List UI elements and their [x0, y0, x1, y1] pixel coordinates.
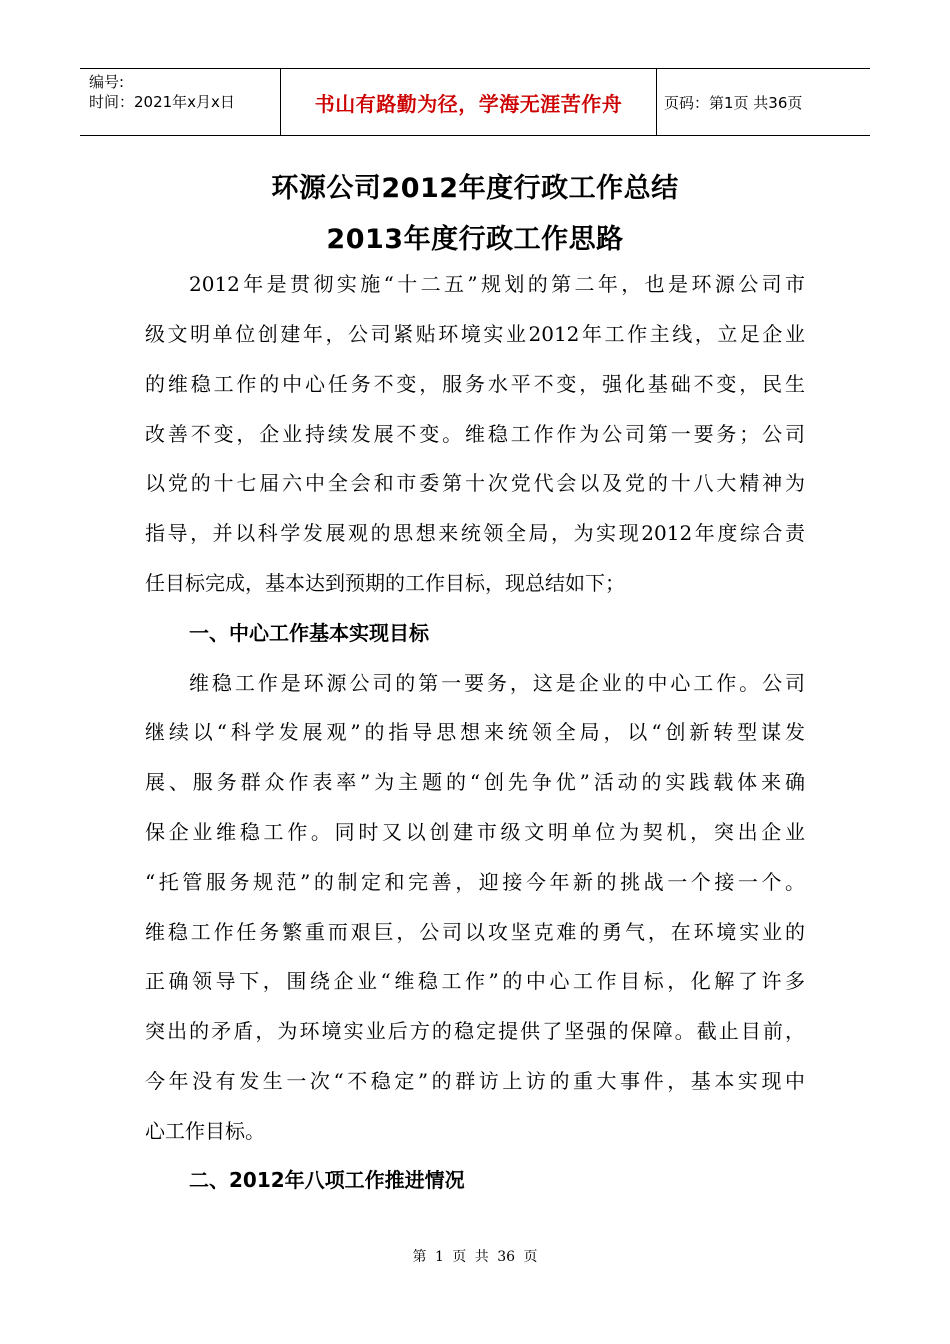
paragraph-2-line: 正确领导下，围绕企业“维稳工作”的中心工作目标，化解了许多	[145, 969, 805, 993]
header-page-info: 页码：第1页 共36页	[664, 93, 803, 112]
paragraph-2-line: 保企业维稳工作。同时又以创建市级文明单位为契机，突出企业	[145, 820, 805, 844]
header-meta-cell	[80, 69, 281, 135]
paragraph-2-line: 展、服务群众作表率”为主题的“创先争优”活动的实践载体来确	[145, 770, 805, 794]
paragraph-1-line: 级文明单位创建年，公司紧贴环境实业2012年工作主线，立足企业	[145, 322, 805, 346]
paragraph-1-line: 指导，并以科学发展观的思想来统领全局，为实现2012年度综合责	[145, 521, 805, 545]
paragraph-1-line: 以党的十七届六中全会和市委第十次党代会以及党的十八大精神为	[145, 471, 805, 495]
paragraph-1-line: 2012年是贯彻实施“十二五”规划的第二年，也是环源公司市	[189, 272, 805, 296]
document-header	[80, 68, 870, 136]
paragraph-1-line: 的维稳工作的中心任务不变，服务水平不变，强化基础不变，民生	[145, 372, 805, 396]
paragraph-2-line: 继续以“科学发展观”的指导思想来统领全局，以“创新转型谋发	[145, 720, 805, 744]
paragraph-2-line: 维稳工作是环源公司的第一要务，这是企业的中心工作。公司	[189, 671, 805, 695]
page-footer: 第 1 页 共 36 页	[412, 1249, 538, 1265]
section-heading-2: 二、2012年八项工作推进情况	[189, 1168, 465, 1192]
paragraph-2-line: 突出的矛盾，为环境实业后方的稳定提供了坚强的保障。截止目前，	[145, 1019, 805, 1043]
paragraph-1-line: 任目标完成，基本达到预期的工作目标，现总结如下；	[145, 571, 625, 595]
document-title: 环源公司2012年度行政工作总结	[271, 173, 679, 204]
section-heading-1: 一、中心工作基本实现目标	[189, 621, 429, 645]
paragraph-2-line: 维稳工作任务繁重而艰巨，公司以攻坚克难的勇气，在环境实业的	[145, 920, 805, 944]
paragraph-2-line: 心工作目标。	[145, 1119, 265, 1143]
header-motto: 书山有路勤为径，学海无涯苦作舟	[281, 69, 657, 135]
document-date: 时间：2021年x月x日	[89, 93, 235, 111]
document-subtitle: 2013年度行政工作思路	[326, 224, 624, 255]
document-number-label: 编号:	[89, 73, 125, 91]
paragraph-2-line: “托管服务规范”的制定和完善，迎接今年新的挑战一个接一个。	[145, 870, 805, 894]
paragraph-1-line: 改善不变，企业持续发展不变。维稳工作作为公司第一要务；公司	[145, 422, 805, 446]
paragraph-2-line: 今年没有发生一次“不稳定”的群访上访的重大事件，基本实现中	[145, 1069, 805, 1093]
